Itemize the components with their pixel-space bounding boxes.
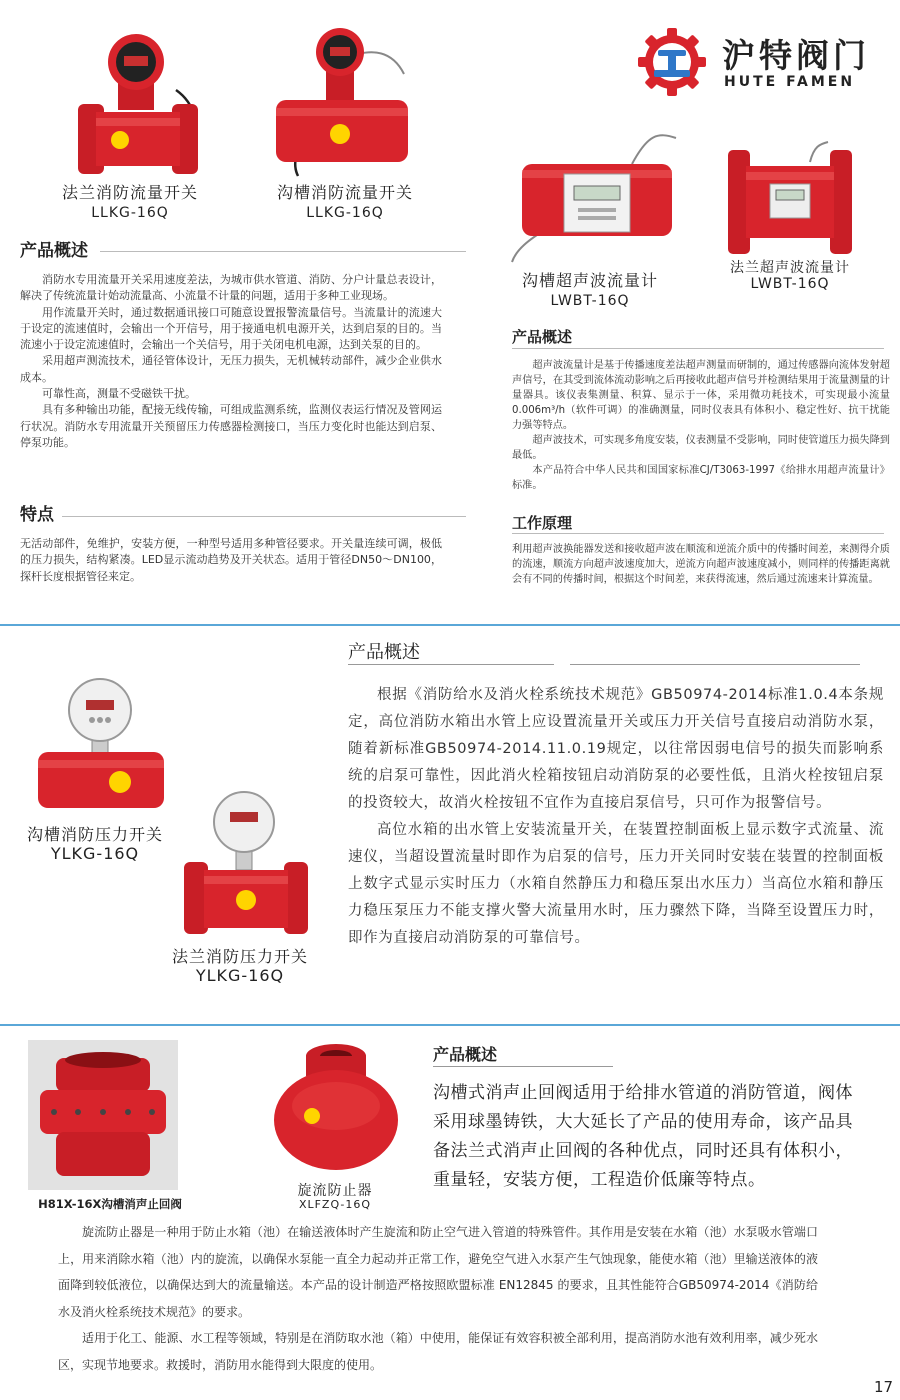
- product-name-groove-pressure-switch: 沟槽消防压力开关: [26, 825, 163, 844]
- groove-silent-check-valve-image: [28, 1040, 178, 1190]
- product-model-groove-ultrasonic-flowmeter: LWBT-16Q: [550, 293, 630, 309]
- flange-flow-switch-image: [72, 18, 204, 178]
- overview-paragraph: 可靠性高，测量不受磁铁干扰。: [42, 387, 196, 401]
- overview-text: [20, 272, 442, 451]
- section2-heading-rule-b: [570, 664, 860, 665]
- section3-bottom-paragraph: 旋流防止器是一种用于防止水箱（池）在输送液体时产生旋流和防止空气进入管道的特殊管件。其作用是安装在水箱（池）水泵吸水管端口上，用来消除水箱（池）内的旋流，以确保水泵能一直全力起动并正常工作，避免空气进入水泵产生气蚀现象，能使水箱（池）里输送液体的液面降到较低液位，以确保达到大的流量输送。本产品的设计制造严格按照欧盟标准 EN12845 的要求，且其性能符合GB50974-2014《消防给水及消火栓系统技术规范》的要求。: [58, 1225, 818, 1319]
- section3-overview-text: 沟槽式消声止回阀适用于给排水管道的消防管道，阀体采用球墨铸铁，大大延长了产品的使用寿命，该产品具备法兰式消声止回阀的各种优点，同时还具有体积小，重量轻，安装方便，工程造价低廉等特点。: [433, 1083, 853, 1190]
- section2-text: [348, 682, 884, 952]
- section2-overview-heading: 产品概述: [348, 642, 420, 663]
- brand-name-cn: 沪特阀门: [722, 36, 870, 75]
- ultrasonic-overview-heading: 产品概述: [512, 328, 573, 346]
- product-name-flange-flow-switch: 法兰消防流量开关: [61, 183, 198, 202]
- working-principle-heading-rule: [512, 533, 884, 534]
- ultrasonic-overview-paragraph: 本产品符合中华人民共和国国家标准CJ/T3063-1997《给排水用超声流量计》标准。: [512, 465, 890, 491]
- overview-paragraph: 具有多种输出功能，配接无线传输，可组成监测系统，监测仪表运行情况及管网运行状况。消防水专用流量开关预留压力传感器检测接口，当压力变化时也能达到启泵、停泵功能。: [20, 403, 442, 449]
- product-name-flange-ultrasonic-flowmeter: 法兰超声波流量计: [730, 260, 850, 276]
- section3-heading-rule: [433, 1066, 613, 1067]
- overview-paragraph: 采用超声测流技术，通径管体设计，无压力损失，无机械转动部件，减少企业供水成本。: [20, 354, 442, 384]
- features-heading-rule: [62, 516, 466, 517]
- ultrasonic-overview-paragraph: 超声波技术，可实现多角度安装，仪表测量不受影响，同时使管道压力损失降到最低。: [512, 435, 890, 461]
- brand-logo: [636, 26, 872, 98]
- product-model-flange-pressure-switch: YLKG-16Q: [195, 966, 285, 985]
- product-model-vortex-preventer: XLFZQ-16Q: [298, 1198, 372, 1211]
- product-name-groove-silent-check-valve: H81X-16X沟槽消声止回阀: [38, 1197, 182, 1211]
- section2-paragraph: 高位水箱的出水管上安装流量开关，在装置控制面板上显示数字式流量、流速仪，当超设置流量时即作为启泵的信号，压力开关同时安装在装置的控制面板上数字式显示实时压力（水箱自然静压力和稳压泵出水压力）当高位水箱和静压力稳压泵压力不能支撑火警大流量用水时，压力骤然下降，当降至设置压力时，即作为直接启动消防泵的可靠信号。: [348, 822, 884, 946]
- product-name-flange-pressure-switch: 法兰消防压力开关: [171, 947, 308, 966]
- groove-pressure-switch-image: [34, 676, 168, 814]
- product-name-groove-flow-switch: 沟槽消防流量开关: [276, 183, 413, 202]
- features-heading: 特点: [20, 505, 54, 525]
- overview-paragraph: 消防水专用流量开关采用速度差法，为城市供水管道、消防、分户计量总表设计，解决了传统流量计始动流量高、小流量不计量的问题，适用于多种工业现场。: [20, 273, 442, 303]
- product-name-vortex-preventer: 旋流防止器: [297, 1183, 373, 1199]
- flange-ultrasonic-flowmeter-image: [724, 140, 856, 256]
- working-principle-heading: 工作原理: [512, 514, 573, 532]
- section3-overview-heading: 产品概述: [433, 1045, 498, 1064]
- overview-heading-rule: [100, 251, 466, 252]
- product-model-groove-flow-switch: LLKG-16Q: [306, 205, 384, 221]
- groove-flow-switch-image: [272, 18, 412, 178]
- page-number: 17: [874, 1378, 894, 1396]
- valve-gear-icon: [636, 26, 708, 98]
- product-model-flange-ultrasonic-flowmeter: LWBT-16Q: [750, 276, 830, 292]
- ultrasonic-overview-paragraph: 超声波流量计是基于传播速度差法超声测量而研制的，通过传感器向流体发射超声信号，在其受到流体流动影响之后再接收此超声信号并检测结果用于流量测量的计量器具。该仪表集测量、积算、显示于一体，采用微功耗技术，可实现最小流量0.006m³/h（软件可调）的准确测量，同时仪表具有体积小、稳定性好、抗干扰能力强等特点。: [512, 360, 890, 431]
- ultrasonic-overview-heading-rule: [512, 348, 884, 349]
- section2-heading-rule-a: [348, 664, 554, 665]
- features-text: [20, 536, 442, 585]
- section3-bottom-paragraph: 适用于化工、能源、水工程等领域，特别是在消防取水池（箱）中使用，能保证有效容积被全部利用，提高消防水池有效利用率，减少死水区，实现节地要求。救援时，消防用水能得到大限度的使用。: [58, 1331, 818, 1372]
- flange-pressure-switch-image: [180, 790, 312, 938]
- working-principle-text: [512, 542, 890, 587]
- section-divider: [0, 1024, 900, 1026]
- brand-name-en: HUTE FAMEN: [724, 74, 856, 90]
- vortex-preventer-image: [272, 1036, 400, 1176]
- section-divider: [0, 624, 900, 626]
- product-model-flange-flow-switch: LLKG-16Q: [91, 205, 169, 221]
- overview-heading: 产品概述: [20, 241, 88, 261]
- section2-paragraph: 根据《消防给水及消火栓系统技术规范》GB50974-2014标准1.0.4本条规定，高位消防水箱出水管上应设置流量开关或压力开关信号直接启动消防水泵，随着新标准GB50974-2014.11.0.19规定，以往常因弱电信号的损失而影响系统的启泵可靠性，因此消火栓箱按钮启动消防泵的必要性低，且消火栓按钮启泵的投资较大，故消火栓按钮不宜作为直接启泵信号，只可作为报警信号。: [348, 687, 884, 811]
- ultrasonic-overview-text: [512, 358, 890, 493]
- overview-paragraph: 用作流量开关时，通过数据通讯接口可随意设置报警流量信号。当流量计的流速大于设定的流速值时，会输出一个开信号，用于接通电机电源开关，达到启泵的目的。当流速小于设定流速值时，会输出一个关信号，用于关闭电机电源，达到关泵的目的。: [20, 305, 442, 352]
- product-name-groove-ultrasonic-flowmeter: 沟槽超声波流量计: [521, 271, 658, 290]
- features-paragraph: 无活动部件，免维护，安装方便，一种型号适用多种管径要求。开关量连续可调，极低的压力损失，结构紧凑。LED显示流动趋势及开关状态。适用于管径DN50～DN100，探杆长度根据管径来定。: [20, 537, 442, 583]
- groove-ultrasonic-flowmeter-image: [508, 124, 680, 264]
- section3-bottom-text: [58, 1219, 818, 1378]
- product-model-groove-pressure-switch: YLKG-16Q: [50, 844, 140, 863]
- working-principle-paragraph: 利用超声波换能器发送和接收超声波在顺流和逆流介质中的传播时间差，来测得介质的流速，顺流方向超声波速度加大，逆流方向超声波速度减小，则同样的传播距离就会有不同的传播时间，根据这个时间差，来获得流速，然后通过流速来计算流量。: [512, 544, 890, 585]
